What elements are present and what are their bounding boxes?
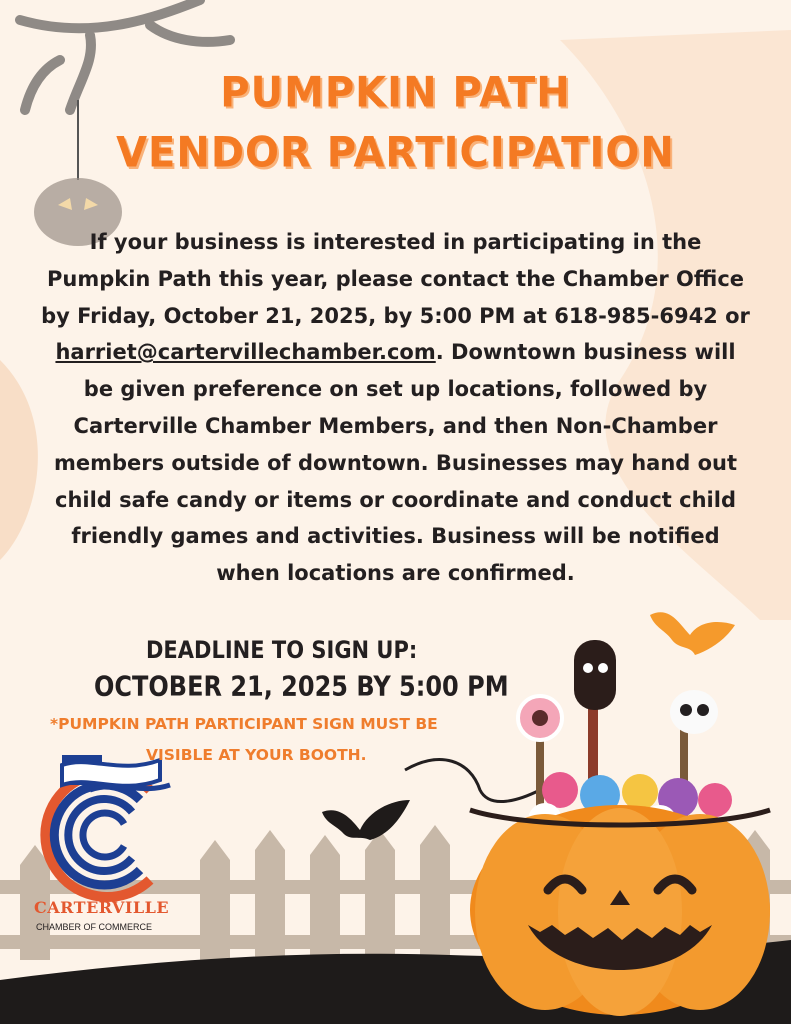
jack-o-lantern-icon xyxy=(470,805,770,1016)
logo-subtitle: CHAMBER OF COMMERCE xyxy=(36,922,153,932)
title-line-1: PUMPKIN PATH xyxy=(220,68,571,118)
sign-note-line-2: VISIBLE AT YOUR BOOTH. xyxy=(146,746,367,764)
vine xyxy=(405,760,540,802)
carterville-logo-icon xyxy=(45,755,170,897)
body-rest: . Downtown business will be given preference on set up locations, followed by Carterville Chamber Members, and then Non-Chamber members outside of downtown. Businesses may hand out child safe candy or items or coordinate and conduct child friendly games and activities. Business will be notified when locations are confirmed. xyxy=(53,340,738,586)
deadline-date: OCTOBER 21, 2025 BY 5:00 PM xyxy=(94,670,509,703)
email-link[interactable]: harriet@cartervillechamber.com xyxy=(55,340,436,365)
deadline-label: DEADLINE TO SIGN UP: xyxy=(146,636,418,664)
body-paragraph xyxy=(40,224,751,592)
title-line-2: VENDOR PARTICIPATION xyxy=(116,128,675,178)
bat-orange-icon xyxy=(650,612,735,655)
sign-note-line-1: *PUMPKIN PATH PARTICIPANT SIGN MUST BE xyxy=(50,715,438,733)
bat-black-icon xyxy=(322,800,410,840)
logo-name: CARTERVILLE xyxy=(34,898,170,917)
smoke-swirl-left xyxy=(0,360,38,560)
body-intro: If your business is interested in participating in the Pumpkin Path this year, please contact the Chamber Office by Friday, October 21, 2025, by 5:00 PM at 618-985-6942 or xyxy=(41,230,750,328)
